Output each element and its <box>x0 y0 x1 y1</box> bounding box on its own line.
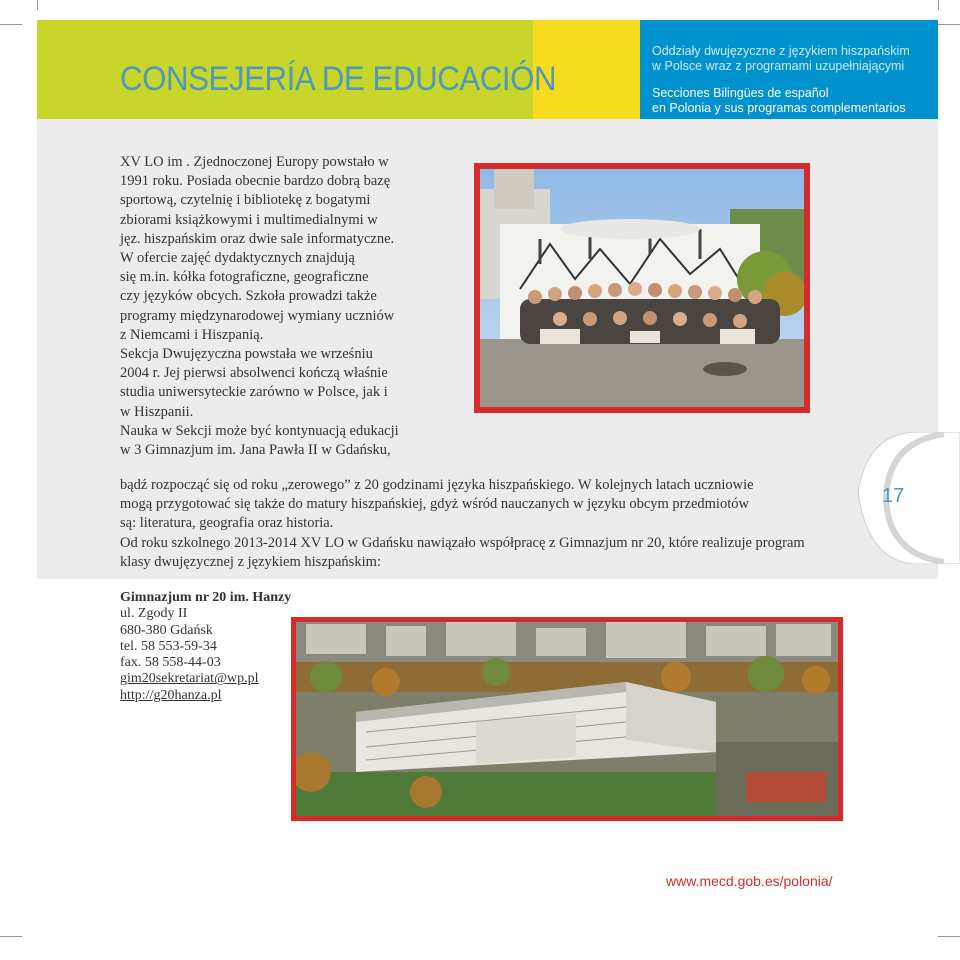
crop-mark <box>938 0 939 10</box>
body-line: Nauka w Sekcji może być kontynuacją edukacji <box>120 422 399 439</box>
crop-mark <box>0 24 22 25</box>
phone: tel. 58 553-59-34 <box>120 638 217 654</box>
photo-frame-students <box>474 163 810 413</box>
body-line: 1991 roku. Posiada obecnie bardzo dobrą bazę <box>120 173 391 190</box>
address-block <box>120 590 291 704</box>
body-line: studia uniwersyteckie zarówno w Polsce, jak i <box>120 384 388 401</box>
header-title: CONSEJERÍA DE EDUCACIÓN <box>120 60 557 98</box>
school-name: Gimnazjum nr 20 im. Hanzy <box>120 590 292 605</box>
intro-column <box>120 153 432 460</box>
body-line: jęz. hiszpańskim oraz dwie sale informatyczne. <box>120 230 395 247</box>
body-line: Sekcja Dwujęzyczna powstała we wrześniu <box>120 346 373 363</box>
page-number: 17 <box>882 485 905 507</box>
website-link[interactable]: http://g20hanza.pl <box>120 687 222 703</box>
crop-mark <box>938 24 960 25</box>
body-line: z Niemcami i Hiszpanią. <box>120 326 264 343</box>
students-photo <box>480 169 804 407</box>
body-line: są: literatura, geografia oraz historia. <box>120 515 334 532</box>
body-line: programy międzynarodowej wymiany uczniów <box>120 307 395 324</box>
body-line: W ofercie zajęć dydaktycznych znajdują <box>120 250 355 267</box>
school-photo-image <box>296 622 838 816</box>
body-line: się m.in. kółka fotograficzne, geograficzne <box>120 269 369 286</box>
body-line: klasy dwujęzycznej z językiem hiszpańskim: <box>120 553 381 570</box>
city: 680-380 Gdańsk <box>120 622 213 638</box>
body-line: zbiorami książkowymi i multimedialnymi w <box>120 211 378 228</box>
fax: fax. 58 558-44-03 <box>120 655 221 671</box>
body-line: bądź rozpocząć się od roku „zerowego” z 20 godzinami języka hiszpańskiego. W kolejnych latach uczniowie <box>120 477 754 493</box>
header-subtitle-es-1: Secciones Bilingües de español <box>652 86 829 100</box>
crop-mark <box>0 936 22 937</box>
body-line: w 3 Gimnazjum im. Jana Pawła II w Gdańsku, <box>120 442 391 459</box>
header-subtitle-pl-2: w Polsce wraz z programami uzupełniającymi <box>652 59 905 73</box>
body-line: Od roku szkolnego 2013-2014 XV LO w Gdańsku nawiązało współpracę z Gimnazjum nr 20, które realizuje program <box>120 534 805 551</box>
footer-url[interactable]: www.mecd.gob.es/polonia/ <box>666 873 833 889</box>
crop-mark <box>938 936 960 937</box>
email-link[interactable]: gim20sekretariat@wp.pl <box>120 671 259 687</box>
body-line: mogą przygotować się także do matury hiszpańskiej, gdyż wśród nauczanych w języku obcym przedmiotów <box>120 496 749 513</box>
street: ul. Zgody II <box>120 606 188 622</box>
body-wide <box>120 476 840 572</box>
body-line: w Hiszpanii. <box>120 403 194 420</box>
body-line: 2004 r. Jej pierwsi absolwenci kończą właśnie <box>120 365 388 382</box>
students-photo-image <box>480 169 804 407</box>
school-photo <box>296 622 838 816</box>
header-subtitle-es-2: en Polonia y sus programas complementarios <box>652 101 906 115</box>
body-line: sportową, czytelnię i bibliotekę z bogatymi <box>120 192 371 209</box>
body-line: czy języków obcych. Szkoła prowadzi także <box>120 288 377 305</box>
header-subtitle-pl-1: Oddziały dwujęzyczne z językiem hiszpańskim <box>652 44 910 58</box>
photo-frame-school <box>291 617 843 821</box>
body-line: XV LO im . Zjednoczonej Europy powstało w <box>120 154 389 170</box>
crop-mark <box>37 0 38 10</box>
